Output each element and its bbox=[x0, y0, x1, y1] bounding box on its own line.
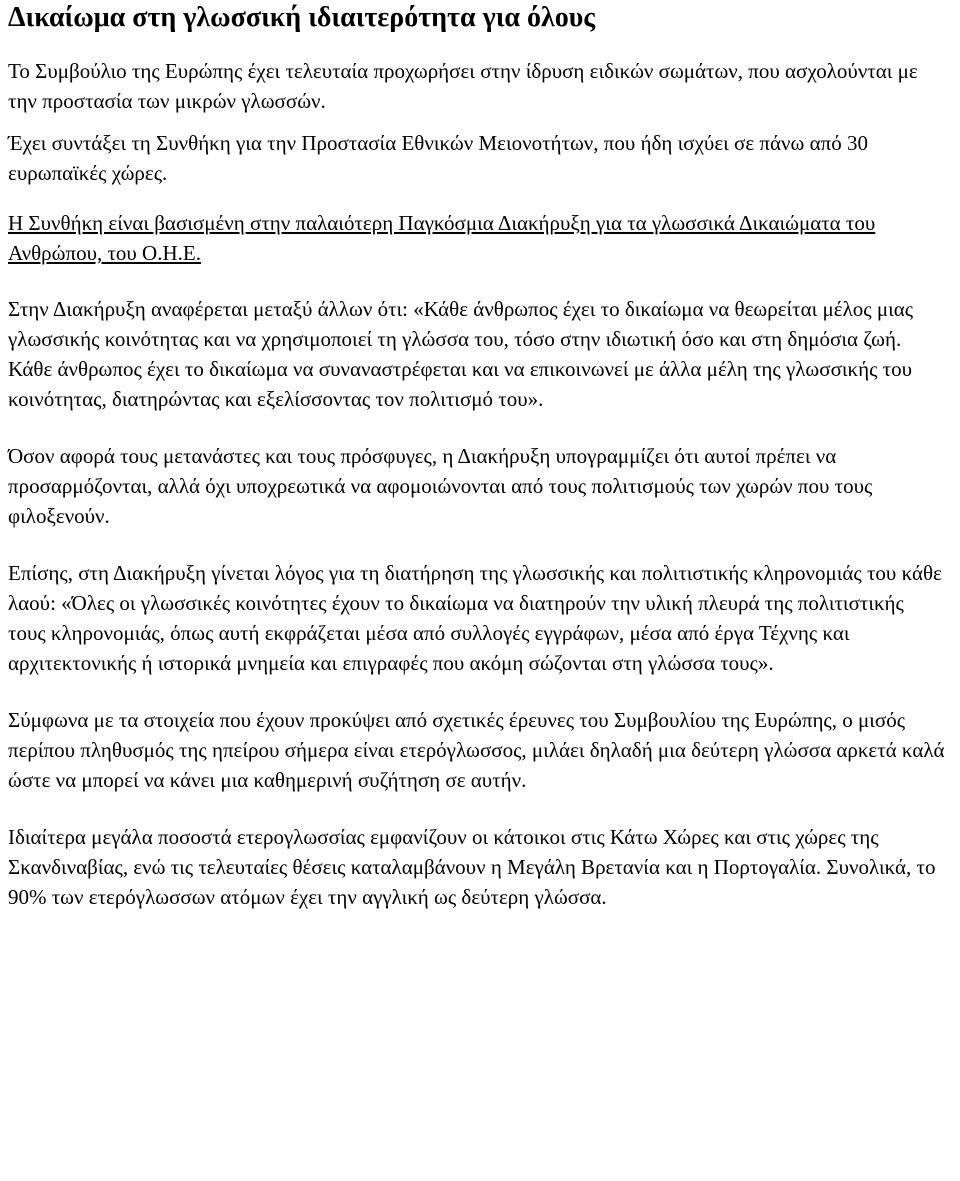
paragraph-cultural-heritage: Επίσης, στη Διακήρυξη γίνεται λόγος για τη διατήρηση της γλωσσικής και πολιτιστικής κληρονομιάς του κάθε λαού: «Όλες οι γλωσσικές κοινότητες έχουν το δικαίωμα να διατηρούν την υλική πλευρά της πολιτιστικής τους κληρονομιάς, όπως αυτή εκφράζεται μέσα από συλλογές εγγράφων, μέσα από έργα Τέχνης και αρχιτεκτονικής ή ιστορικά μνημεία και επιγραφές που ακόμη σώζονται στη γλώσσα τους». bbox=[8, 561, 942, 675]
document-title: Δικαίωμα στη γλωσσική ιδιαιτερότητα για όλους bbox=[8, 2, 596, 33]
paragraph-migrants-refugees: Όσον αφορά τους μετανάστες και τους πρόσφυγες, η Διακήρυξη υπογραμμίζει ότι αυτοί πρέπει να προσαρμόζονται, αλλά όχι υποχρεωτικά να αφομοιώνονται από τους πολιτισμούς των χωρών που τους φιλοξενούν. bbox=[8, 444, 873, 528]
paragraph-bilingual-population: Σύμφωνα με τα στοιχεία που έχουν προκύψει από σχετικές έρευνες του Συμβουλίου της Ευρώπης, ο μισός περίπου πληθυσμός της ηπείρου σήμερα είναι ετερόγλωσσος, μιλάει δηλαδή μια δεύτερη γλώσσα αρκετά καλά ώστε να μπορεί να κάνει μια καθημερινή συζήτηση σε αυτήν. bbox=[8, 708, 945, 792]
paragraph-council-of-europe: Το Συμβούλιο της Ευρώπης έχει τελευταία προχωρήσει στην ίδρυση ειδικών σωμάτων, που ασχολούνται με την προστασία των μικρών γλωσσών. bbox=[8, 59, 918, 113]
paragraph-un-declaration-link[interactable]: Η Συνθήκη είναι βασισμένη στην παλαιότερη Παγκόσμια Διακήρυξη για τα γλωσσικά Δικαιώματα του Ανθρώπου, του Ο.Η.Ε. bbox=[8, 211, 876, 265]
paragraph-minorities-convention: Έχει συντάξει τη Συνθήκη για την Προστασία Εθνικών Μειονοτήτων, που ήδη ισχύει σε πάνω από 30 ευρωπαϊκές χώρες. bbox=[8, 131, 868, 185]
paragraph-declaration-quote: Στην Διακήρυξη αναφέρεται μεταξύ άλλων ότι: «Κάθε άνθρωπος έχει το δικαίωμα να θεωρείται μέλος μιας γλωσσικής κοινότητας και να χρησιμοποιεί τη γλώσσα του, τόσο στην ιδιωτική όσο και στη δημόσια ζωή. Κάθε άνθρωπος έχει το δικαίωμα να συναναστρέφεται και να επικοινωνεί με άλλα μέλη της γλωσσικής του κοινότητας, διατηρώντας και εξελίσσοντας τον πολιτισμό του». bbox=[8, 297, 914, 411]
paragraph-bilingual-statistics: Ιδιαίτερα μεγάλα ποσοστά ετερογλωσσίας εμφανίζουν οι κάτοικοι στις Κάτω Χώρες και στις χώρες της Σκανδιναβίας, ενώ τις τελευταίες θέσεις καταλαμβάνουν η Μεγάλη Βρετανία και η Πορτογαλία. Συνολικά, το 90% των ετερόγλωσσων ατόμων έχει την αγγλική ως δεύτερη γλώσσα. bbox=[8, 825, 936, 909]
